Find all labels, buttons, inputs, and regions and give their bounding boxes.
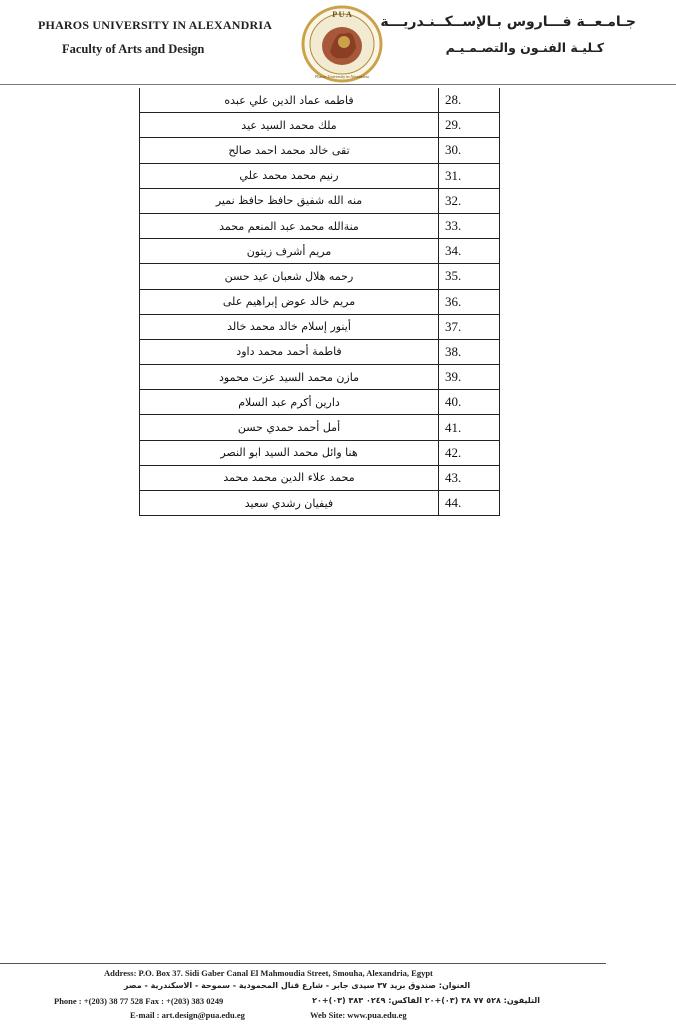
table-row [140, 440, 500, 465]
student-name-cell: مريم أشرف زيتون [140, 239, 439, 264]
table-row [140, 264, 500, 289]
student-number-cell: 42. [439, 440, 500, 465]
table-row [140, 88, 500, 113]
table-row [140, 314, 500, 339]
table-row [140, 113, 500, 138]
student-number-cell: 31. [439, 163, 500, 188]
student-number-cell: 44. [439, 491, 500, 516]
letterhead [0, 0, 676, 88]
table-row [140, 465, 500, 490]
header-divider [0, 84, 676, 85]
table-row [140, 365, 500, 390]
student-number-cell: 32. [439, 188, 500, 213]
student-number-cell: 29. [439, 113, 500, 138]
university-name-en: PHAROS UNIVERSITY IN ALEXANDRIA [38, 18, 273, 32]
footer-phone-fax-en: Phone : +(203) 38 77 528 Fax : +(203) 383 0249 [54, 996, 224, 1006]
university-seal-icon [300, 4, 384, 84]
table-row [140, 289, 500, 314]
student-number-cell: 43. [439, 465, 500, 490]
student-number-cell: 35. [439, 264, 500, 289]
table-row [140, 213, 500, 238]
footer-divider [0, 963, 606, 964]
footer-website: Web Site: www.pua.edu.eg [310, 1010, 407, 1020]
student-number-cell: 28. [439, 88, 500, 113]
footer-address-ar: العنوان: صندوق بريد ٣٧ سيدى جابر - شارع قنال المحمودية - سموحة - الاسكندرية - مصر [123, 981, 471, 990]
table-row [140, 390, 500, 415]
logo-bottom-text: Pharos University in Alexandria [315, 74, 369, 79]
student-name-cell: أمل أحمد حمدي حسن [140, 415, 439, 440]
student-name-cell: محمد علاء الدين محمد محمد [140, 465, 439, 490]
footer-email: E-mail : art.design@pua.edu.eg [130, 1010, 245, 1020]
university-name-ar: جـامـعــة فـــاروس بـالإســكــنـدريـــة [380, 14, 636, 30]
student-number-cell: 38. [439, 339, 500, 364]
table-row [140, 138, 500, 163]
student-number-cell: 34. [439, 239, 500, 264]
student-name-cell: منه الله شفيق حافظ حافظ نمير [140, 188, 439, 213]
table-row [140, 415, 500, 440]
logo-top-text: P U A [332, 10, 352, 19]
student-table-body [140, 88, 500, 516]
student-number-cell: 37. [439, 314, 500, 339]
student-name-cell: أينور إسلام خالد محمد خالد [140, 314, 439, 339]
student-name-cell: فيفيان رشدي سعيد [140, 491, 439, 516]
student-number-cell: 41. [439, 415, 500, 440]
student-number-cell: 30. [439, 138, 500, 163]
student-name-cell: رحمه هلال شعبان عيد حسن [140, 264, 439, 289]
student-name-cell: مازن محمد السيد عزت محمود [140, 365, 439, 390]
footer-phone-fax-ar: التليفون: ٥٢٨ ٧٧ ٣٨ (٠٣)+٢٠ الفاكس: ٠٢٤٩ ٣٨٣ (٠٣)+٢٠ [312, 996, 540, 1005]
faculty-name-en: Faculty of Arts and Design [62, 42, 205, 56]
student-name-cell: دارين أكرم عبد السلام [140, 390, 439, 415]
student-number-cell: 36. [439, 289, 500, 314]
student-name-cell: منةالله محمد عبد المنعم محمد [140, 213, 439, 238]
student-list-table [139, 88, 495, 516]
student-name-cell: تقى خالد محمد احمد صالح [140, 138, 439, 163]
student-number-cell: 40. [439, 390, 500, 415]
student-number-cell: 39. [439, 365, 500, 390]
student-name-cell: هنا وائل محمد السيد ابو النصر [140, 440, 439, 465]
table-row [140, 188, 500, 213]
table-row [140, 163, 500, 188]
student-name-cell: رنيم محمد محمد علي [140, 163, 439, 188]
table-row [140, 339, 500, 364]
table-row [140, 491, 500, 516]
student-number-cell: 33. [439, 213, 500, 238]
student-name-cell: مريم خالد عوض إبراهيم على [140, 289, 439, 314]
footer-address-en: Address: P.O. Box 37. Sidi Gaber Canal El Mahmoudia Street, Smouha, Alexandria, Egypt [104, 968, 433, 978]
table-row [140, 239, 500, 264]
student-name-cell: فاطمه عماد الدين علي عبده [140, 88, 439, 113]
faculty-name-ar: كـليـة الفنـون والتصـمـيـم [445, 40, 604, 55]
student-name-cell: فاطمة أحمد محمد داود [140, 339, 439, 364]
student-name-cell: ملك محمد السيد عيد [140, 113, 439, 138]
